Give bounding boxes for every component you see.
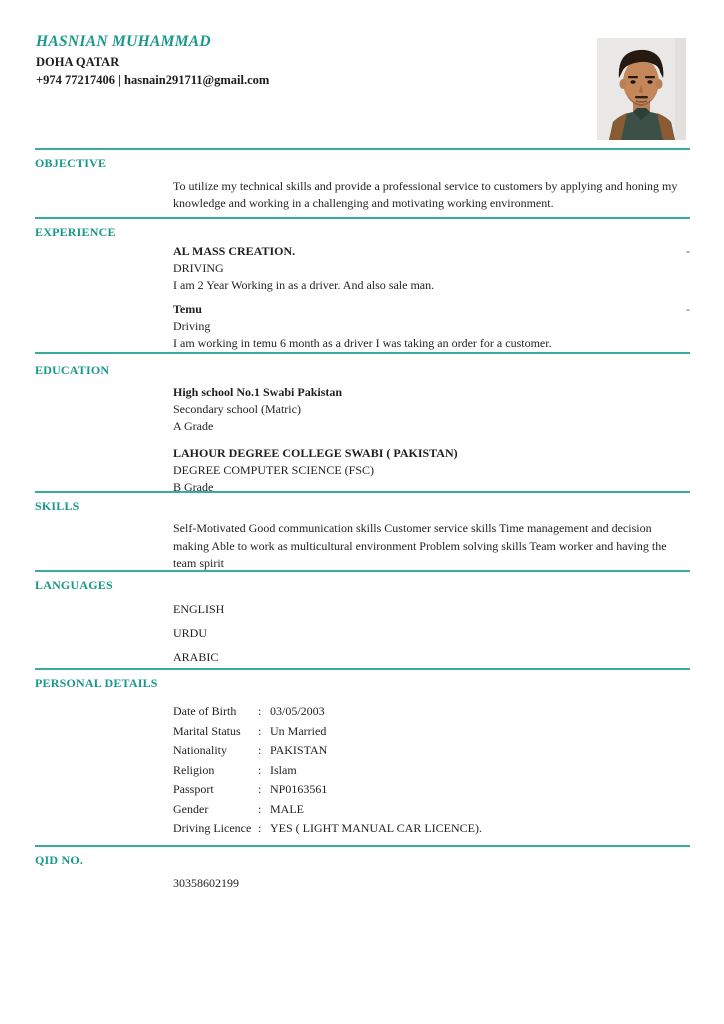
skills-text: Self-Motivated Good communication skills Customer service skills Time management and decision making Able to work as multicultural environment Problem solving skills Team worker and having the team spirit [173, 521, 667, 570]
detail-value: YES ( LIGHT MANUAL CAR LICENCE). [270, 821, 482, 835]
job-description: I am 2 Year Working in as a driver. And also sale man. [173, 278, 435, 292]
section-personal-details [35, 668, 690, 845]
company-name: Temu [173, 302, 202, 316]
detail-label: Nationality [173, 743, 227, 757]
resume-body [35, 148, 690, 905]
detail-label: Religion [173, 762, 215, 777]
detail-separator: : [258, 801, 262, 816]
section-title-education: EDUCATION [35, 363, 110, 377]
job-role: Driving [173, 319, 211, 333]
section-languages [35, 570, 690, 668]
section-education [35, 352, 690, 494]
detail-label: Passport [173, 782, 214, 796]
detail-label: Marital Status [173, 723, 241, 738]
location-line: DOHA QATAR [36, 55, 120, 69]
institution-name: LAHOUR DEGREE COLLEGE SWABI ( PAKISTAN) [173, 446, 458, 460]
section-experience [35, 217, 690, 352]
personal-detail-row [173, 781, 690, 797]
education-entry [173, 384, 690, 435]
grade: B Grade [173, 480, 214, 494]
detail-value: 03/05/2003 [270, 704, 325, 718]
section-qid [35, 845, 690, 905]
personal-detail-row [173, 762, 690, 778]
detail-value: MALE [270, 801, 304, 816]
section-title-qid: QID NO. [35, 853, 84, 867]
detail-label: Gender [173, 801, 209, 816]
degree-name: Secondary school (Matric) [173, 402, 301, 416]
detail-label: Driving Licence [173, 821, 252, 835]
language-item: URDU [173, 626, 208, 640]
detail-value: Islam [270, 762, 297, 777]
grade: A Grade [173, 419, 214, 433]
experience-date: - [686, 302, 690, 316]
detail-separator: : [258, 782, 262, 796]
detail-separator: : [258, 704, 262, 718]
section-objective [35, 148, 690, 217]
section-title-languages: LANGUAGES [35, 578, 113, 592]
experience-entry [173, 243, 690, 294]
language-item: ARABIC [173, 650, 219, 664]
detail-separator: : [258, 762, 262, 777]
resume-header [36, 33, 269, 88]
detail-value: Un Married [270, 723, 327, 738]
qid-number: 30358602199 [173, 876, 239, 890]
personal-detail-row [173, 820, 690, 836]
detail-separator: : [258, 743, 262, 757]
section-title-personal-details: PERSONAL DETAILS [35, 676, 158, 690]
detail-value: NP0163561 [270, 782, 328, 796]
personal-detail-row [173, 742, 690, 758]
person-name: HASNIAN MUHAMMAD [36, 33, 211, 50]
language-item: ENGLISH [173, 602, 225, 616]
section-title-skills: SKILLS [35, 499, 80, 513]
detail-label: Date of Birth [173, 704, 237, 718]
education-entry [173, 445, 690, 496]
objective-text: To utilize my technical skills and provide a professional service to customers by applying and honing my knowledge and working in a challenging and motivating working environment. [173, 179, 678, 210]
profile-photo [597, 38, 686, 140]
section-title-objective: OBJECTIVE [35, 156, 107, 170]
section-title-experience: EXPERIENCE [35, 225, 116, 239]
portrait-illustration [597, 38, 686, 140]
job-role: DRIVING [173, 261, 224, 275]
section-skills [35, 491, 690, 570]
personal-detail-row [173, 703, 690, 719]
personal-detail-row [173, 801, 690, 817]
experience-date: - [686, 244, 690, 258]
job-description: I am working in temu 6 month as a driver I was taking an order for a customer. [173, 336, 552, 350]
institution-name: High school No.1 Swabi Pakistan [173, 385, 343, 399]
detail-value: PAKISTAN [270, 743, 328, 757]
detail-separator: : [258, 723, 262, 738]
contact-line: +974 77217406 | hasnain291711@gmail.com [36, 73, 270, 87]
degree-name: DEGREE COMPUTER SCIENCE (FSC) [173, 463, 375, 477]
personal-detail-row [173, 723, 690, 739]
experience-entry [173, 301, 690, 352]
company-name: AL MASS CREATION. [173, 244, 296, 258]
detail-separator: : [258, 821, 262, 835]
